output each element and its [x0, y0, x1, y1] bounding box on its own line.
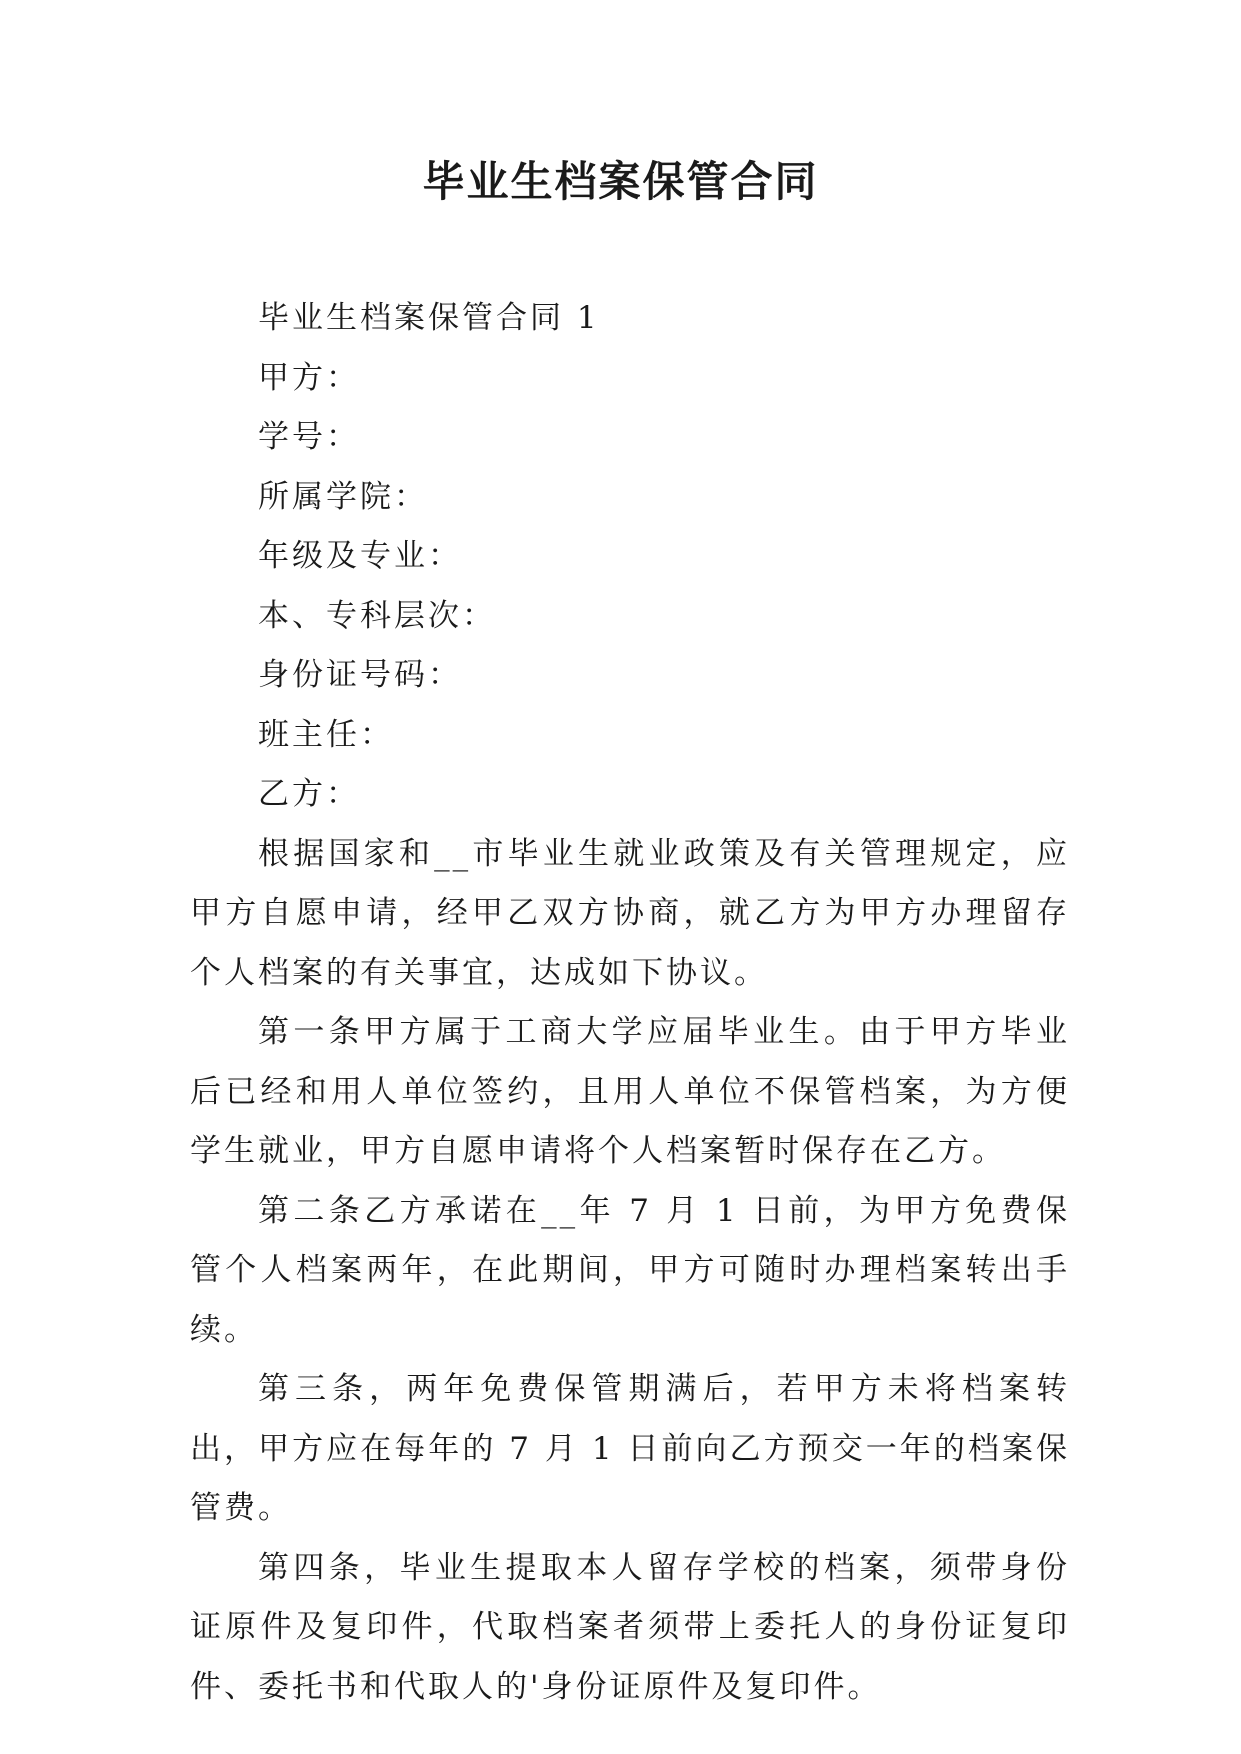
- field-party-b: 乙方：: [258, 776, 360, 812]
- paragraph-article-2: 第二条乙方承诺在__年 7 月 1 日前，为甲方免费保管个人档案两年，在此期间，甲方可随时办理档案转出手续。: [190, 1192, 1070, 1348]
- field-id-number: 身份证号码：: [258, 657, 462, 693]
- field-head-teacher: 班主任：: [258, 716, 394, 753]
- field-degree-level: 本、专科层次：: [258, 597, 496, 634]
- field-student-id: 学号：: [258, 419, 360, 455]
- document-title: 毕业生档案保管合同: [422, 157, 819, 206]
- paragraph-article-3: 第三条，两年免费保管期满后，若甲方未将档案转出，甲方应在每年的 7 月 1 日前向乙方预交一年的档案保管费。: [190, 1371, 1070, 1526]
- document-body: [190, 289, 1070, 1717]
- paragraph-article-1: 第一条甲方属于工商大学应届毕业生。由于甲方毕业后已经和用人单位签约，且用人单位不保管档案，为方便学生就业，甲方自愿申请将个人档案暂时保存在乙方。: [190, 1014, 1070, 1169]
- field-party-a: 甲方：: [258, 359, 360, 396]
- paragraph-article-4: 第四条，毕业生提取本人留存学校的档案，须带身份证原件及复印件，代取档案者须带上委托人的身份证复印件、委托书和代取人的'身份证原件及复印件。: [190, 1549, 1070, 1705]
- field-grade-major: 年级及专业：: [258, 538, 462, 574]
- contract-subtitle: 毕业生档案保管合同 1: [258, 300, 600, 336]
- field-college: 所属学院：: [258, 478, 428, 515]
- paragraph-preamble: 根据国家和__市毕业生就业政策及有关管理规定，应甲方自愿申请，经甲乙双方协商，就乙方为甲方办理留存个人档案的有关事宜，达成如下协议。: [190, 835, 1070, 991]
